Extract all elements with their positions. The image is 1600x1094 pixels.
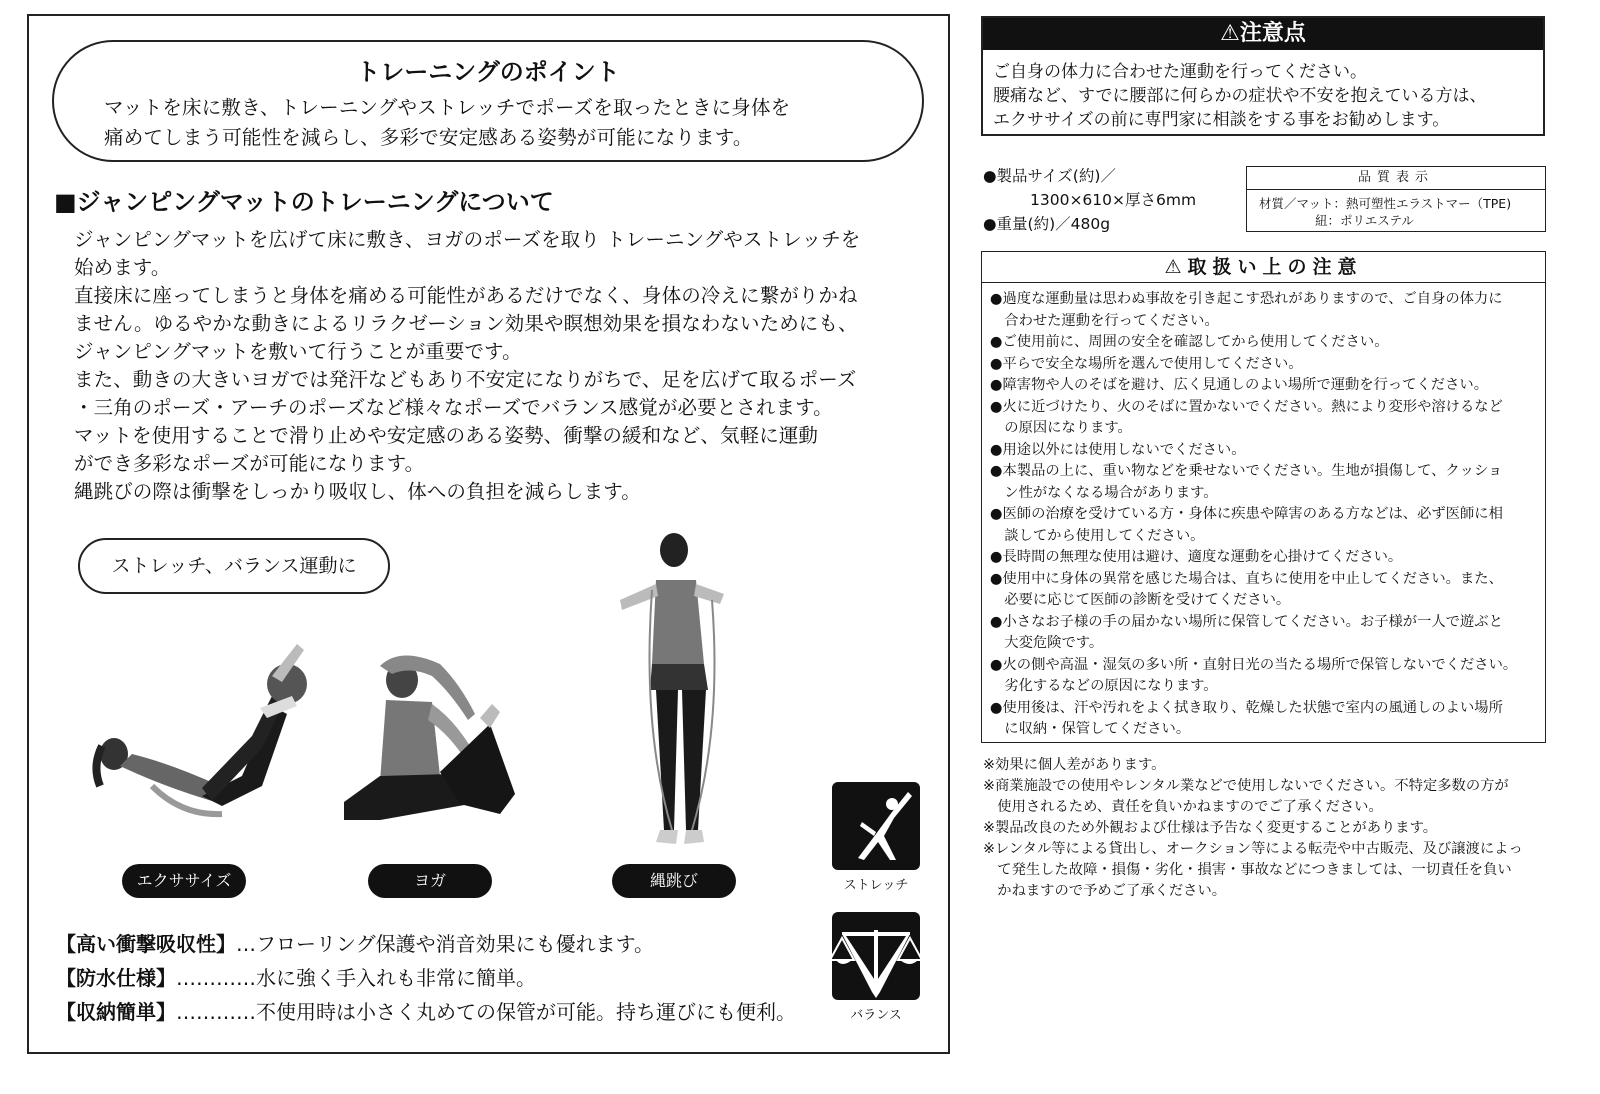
yoga-photo	[340, 644, 530, 844]
training-points-title: トレーニングのポイント	[356, 58, 620, 86]
body-line: 縄跳びの際は衝撃をしっかり吸収し、体への負担を減らします。	[74, 480, 641, 503]
training-points-line: 痛めてしまう可能性を減らし、多彩で安定感ある姿勢が可能になります。	[104, 126, 753, 149]
handling-title: ⚠取扱い上の注意	[982, 252, 1545, 283]
handling-line: 談してから使用してください。	[990, 527, 1205, 544]
handling-line: ●ご使用前に、周囲の安全を確認してから使用してください。	[990, 334, 1389, 350]
handling-line: 必要に応じて医師の診断を受けてください。	[990, 592, 1291, 608]
body-line: 直接床に座ってしまうと身体を痛める可能性があるだけでなく、身体の冷えに繋がりかね	[74, 284, 858, 307]
body-line: マットを使用することで滑り止めや安定感のある姿勢、衝撃の緩和など、気軽に運動	[74, 424, 819, 447]
caution-box	[981, 16, 1545, 136]
stretch-icon	[832, 782, 920, 870]
exercise-label: エクササイズ	[122, 864, 246, 898]
handling-line: 合わせた運動を行ってください。	[990, 312, 1219, 329]
training-points-line: マットを床に敷き、トレーニングやストレッチでポーズを取ったときに身体を	[104, 96, 791, 119]
body-line: ジャンピングマットを敷いて行うことが重要です。	[74, 340, 522, 363]
quality-string: 紐：ポリエステル	[1315, 213, 1414, 228]
handling-line: 大変危険です。	[990, 635, 1104, 651]
spec-size-value: 1300×610×厚さ6mm	[1030, 191, 1197, 209]
feature-easy-storage: 【収納簡単】…………不使用時は小さく丸めての保管が可能。持ち運びにも便利。	[56, 1000, 796, 1024]
quality-title: 品質表示	[1247, 167, 1545, 190]
jump-rope-label: 縄跳び	[612, 864, 736, 898]
balance-icon	[832, 912, 920, 1000]
stretch-balance-pill: ストレッチ、バランス運動に	[78, 538, 390, 594]
handling-line: ●火の側や高温・湿気の多い所・直射日光の当たる場所で保管しないでください。	[990, 656, 1518, 673]
caution-line: 腰痛など、すでに腰部に何らかの症状や不安を抱えている方は、	[993, 86, 1487, 106]
exercise-photo	[92, 636, 312, 826]
body-line: ジャンピングマットを広げて床に敷き、ヨガのポーズを取り トレーニングやストレッチを	[74, 228, 861, 251]
balance-icon-caption: バランス	[850, 1008, 902, 1023]
stretch-icon-caption: ストレッチ	[843, 878, 909, 893]
handling-line: ●過度な運動量は思わぬ事故を引き起こす恐れがありますので、ご自身の体力に	[990, 291, 1503, 307]
handling-line: ●本製品の上に、重い物などを乗せないでください。生地が損傷して、クッショ	[990, 463, 1503, 479]
body-line: ができ多彩なポーズが可能になります。	[74, 452, 425, 475]
handling-line: ●小さなお子様の手の届かない場所に保管してください。お子様が一人で遊ぶと	[990, 613, 1503, 630]
handling-box	[981, 251, 1546, 743]
caution-line: エクササイズの前に専門家に相談をする事をお勧めします。	[993, 110, 1450, 130]
left-panel	[27, 14, 950, 1054]
quality-box	[1246, 166, 1546, 232]
note-line: 使用されるため、責任を負いかねますのでご了承ください。	[983, 799, 1383, 815]
note-line: て発生した故障・損傷・劣化・損害・事故などにつきましては、一切責任を負い	[983, 862, 1512, 878]
body-line: ・三角のポーズ・アーチのポーズなど様々なポーズでバランス感覚が必要とされます。	[74, 396, 833, 419]
feature-shock-absorb: 【高い衝撃吸収性】…フローリング保護や消音効果にも優れます。	[56, 932, 654, 956]
note-line: ※製品改良のため外観および仕様は予告なく変更することがあります。	[983, 820, 1438, 836]
note-line: ※商業施設での使用やレンタル業などで使用しないでください。不特定多数の方が	[983, 778, 1509, 794]
body-line: また、動きの大きいヨガでは発汗などもあり不安定になりがちで、足を広げて取るポーズ	[74, 368, 857, 391]
feature-waterproof: 【防水仕様】…………水に強く手入れも非常に簡単。	[56, 966, 536, 990]
handling-line: 劣化するなどの原因になります。	[990, 678, 1218, 694]
handling-line: ●火に近づけたり、火のそばに置かないでください。熱により変形や溶けるなど	[990, 398, 1503, 415]
training-points-box	[52, 40, 924, 162]
handling-line: ●平らで安全な場所を選んで使用してください。	[990, 355, 1303, 372]
caution-line: ご自身の体力に合わせた運動を行ってください。	[993, 62, 1367, 82]
section-title: ■ジャンピングマットのトレーニングについて	[54, 188, 554, 216]
caution-title: ⚠注意点	[983, 18, 1543, 50]
body-line: ません。ゆるやかな動きによるリラクゼーション効果や瞑想効果を損なわないためにも、	[74, 312, 858, 335]
handling-line: ●障害物や人のそばを避け、広く見通しのよい場所で運動を行ってください。	[990, 377, 1488, 393]
handling-line: ●用途以外には使用しないでください。	[990, 441, 1246, 458]
handling-line: ●使用後は、汗や汚れをよく拭き取り、乾燥した状態で室内の風通しのよい場所	[990, 699, 1503, 716]
body-line: 始めます。	[74, 256, 171, 279]
yoga-label: ヨガ	[368, 864, 492, 898]
note-line: かねますので予めご了承ください。	[983, 883, 1227, 899]
handling-line: ン性がなくなる場合があります。	[990, 484, 1218, 501]
handling-line: の原因になります。	[990, 420, 1132, 436]
note-line: ※効果に個人差があります。	[983, 757, 1166, 773]
jump-rope-photo	[612, 530, 752, 850]
handling-line: ●医師の治療を受けている方・身体に疾患や障害のある方などは、必ず医師に相	[990, 506, 1503, 522]
quality-material: 材質／マット：熱可塑性エラストマー（TPE)	[1259, 196, 1512, 211]
spec-size-label: ●製品サイズ(約)／	[983, 167, 1116, 185]
spec-weight: ●重量(約)／480g	[983, 215, 1111, 233]
handling-line: ●使用中に身体の異常を感じた場合は、直ちに使用を中止してください。また、	[990, 570, 1503, 587]
handling-line: ●長時間の無理な使用は避け、適度な運動を心掛けてください。	[990, 549, 1403, 565]
note-line: ※レンタル等による貸出し、オークション等による転売や中古販売、及び譲渡によっ	[983, 841, 1523, 857]
handling-line: に収納・保管してください。	[990, 721, 1191, 737]
